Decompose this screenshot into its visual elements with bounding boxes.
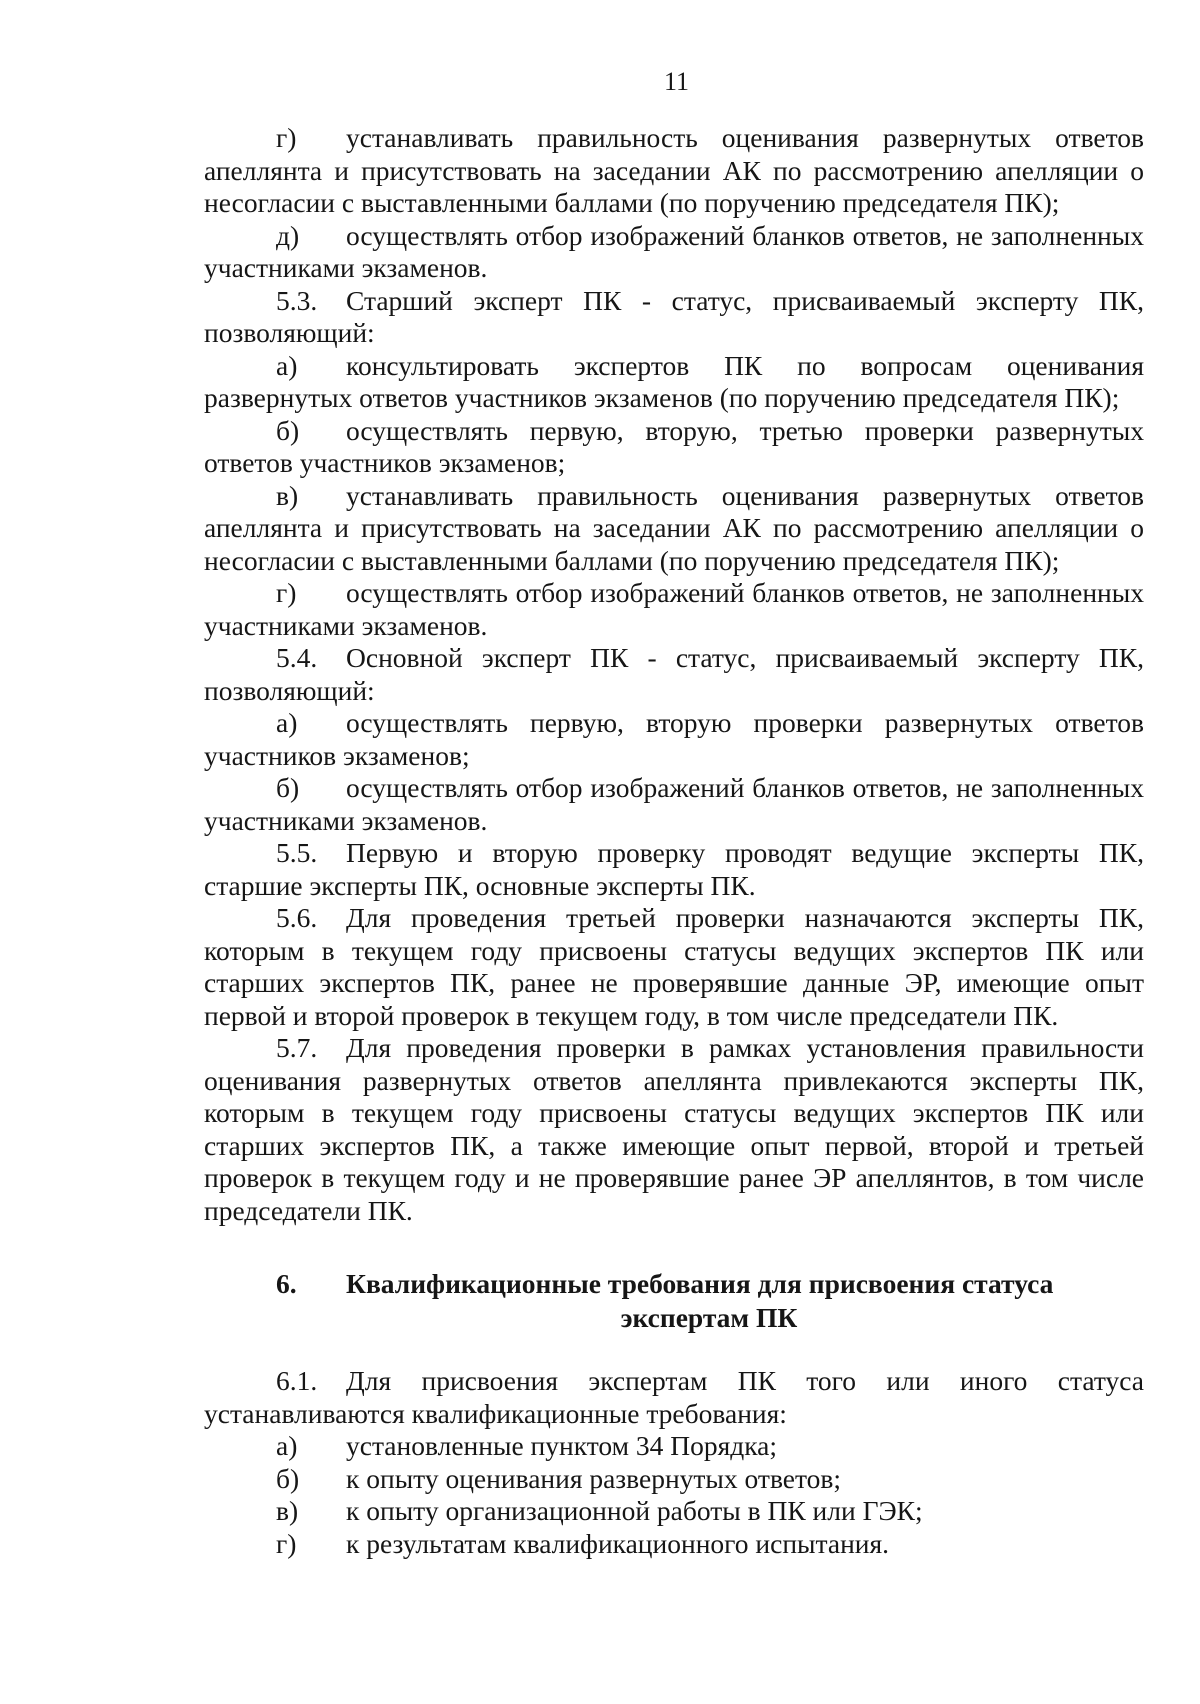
section-heading [204,1267,1144,1335]
paragraph-text: Первую и вторую проверку проводят ведущие эксперты ПК, старшие эксперты ПК, основные эксперты ПК. [204,837,1144,901]
item-label: а) [276,1430,298,1461]
paragraph [204,285,1144,350]
paragraph-text: осуществлять первую, вторую проверки развернутых ответов участников экзаменов; [204,707,1144,771]
item-label: а) [276,707,298,738]
list-item [204,1495,1144,1528]
item-label: б) [276,414,300,446]
document-body [204,122,1144,1560]
item-label: 6.1. [276,1365,318,1396]
section-title-line1: Квалификационные требования для присвоения статуса [346,1268,1054,1299]
list-item [204,1528,1144,1561]
list-item-text: к опыту организационной работы в ПК или ГЭК; [346,1495,923,1526]
paragraph [204,642,1144,707]
item-label: в) [276,1495,299,1526]
paragraph [204,350,1144,415]
item-label: д) [276,219,300,251]
paragraph-text: осуществлять отбор изображений бланков ответов, не заполненных участниками экзаменов. [204,772,1144,836]
paragraph-text: осуществлять отбор изображений бланков ответов, не заполненных участниками экзаменов. [204,219,1144,283]
paragraph-text: осуществлять отбор изображений бланков ответов, не заполненных участниками экзаменов. [204,577,1144,641]
paragraph [204,220,1144,285]
paragraph-text: Для проведения третьей проверки назначаются эксперты ПК, которым в текущем году присвоены статусы ведущих экспертов ПК или старших экспертов ПК, ранее не проверявшие данные ЭР, имеющие опыт первой и второй проверок в текущем году, в том числе председатели ПК. [204,902,1144,1031]
paragraph [204,1032,1144,1227]
section-title-line2: экспертам ПК [620,1302,798,1333]
paragraph-text: устанавливать правильность оценивания развернутых ответов апеллянта и присутствовать на заседании АК по рассмотрению апелляции о несогласии с выставленными баллами (по поручению председателя ПК); [204,122,1144,218]
item-label: в) [276,479,299,511]
paragraph [204,837,1144,902]
paragraph-text: Для присвоения экспертам ПК того или иного статуса устанавливаются квалификационные требования: [204,1365,1144,1429]
paragraph [204,707,1144,772]
paragraph [204,415,1144,480]
paragraph [204,122,1144,220]
paragraph-text: Старший эксперт ПК - статус, присваиваемый эксперту ПК, позволяющий: [204,284,1144,348]
list-item [204,1430,1144,1463]
list-item-text: к опыту оценивания развернутых ответов; [346,1462,841,1494]
item-label: г) [276,1527,297,1559]
item-label: 5.4. [276,642,318,673]
paragraph-text: консультировать экспертов ПК по вопросам оценивания развернутых ответов участников экзаменов (по поручению председателя ПК); [204,349,1144,413]
item-label: б) [276,772,300,803]
item-label: 5.3. [276,284,318,316]
list-item [204,1463,1144,1496]
page-number: 11 [663,67,690,96]
paragraph [204,480,1144,578]
paragraph-text: осуществлять первую, вторую, третью проверки развернутых ответов участников экзаменов; [204,414,1144,478]
item-label: 5.5. [276,837,318,868]
item-label: б) [276,1462,300,1494]
list-item-text: к результатам квалификационного испытания. [346,1527,890,1559]
paragraph [204,577,1144,642]
paragraph [204,1365,1144,1430]
paragraph-text: Основной эксперт ПК - статус, присваиваемый эксперту ПК, позволяющий: [204,642,1144,706]
item-label: 5.7. [276,1032,318,1063]
item-label: г) [276,122,297,153]
item-label: 5.6. [276,902,318,933]
paragraph [204,772,1144,837]
item-label: г) [276,577,297,608]
section-number: 6. [276,1268,297,1299]
item-label: а) [276,349,298,381]
paragraph [204,902,1144,1032]
paragraph-text: устанавливать правильность оценивания развернутых ответов апеллянта и присутствовать на заседании АК по рассмотрению апелляции о несогласии с выставленными баллами (по поручению председателя ПК); [204,479,1144,576]
list-item-text: установленные пунктом 34 Порядка; [346,1430,778,1461]
paragraph-text: Для проведения проверки в рамках установления правильности оценивания развернутых ответов апеллянта привлекаются эксперты ПК, которым в текущем году присвоены статусы ведущих экспертов ПК или старших экспертов ПК, а также имеющие опыт первой, второй и третьей проверок в текущем году и не проверявшие ранее ЭР апеллянтов, в том числе председатели ПК. [204,1032,1144,1226]
